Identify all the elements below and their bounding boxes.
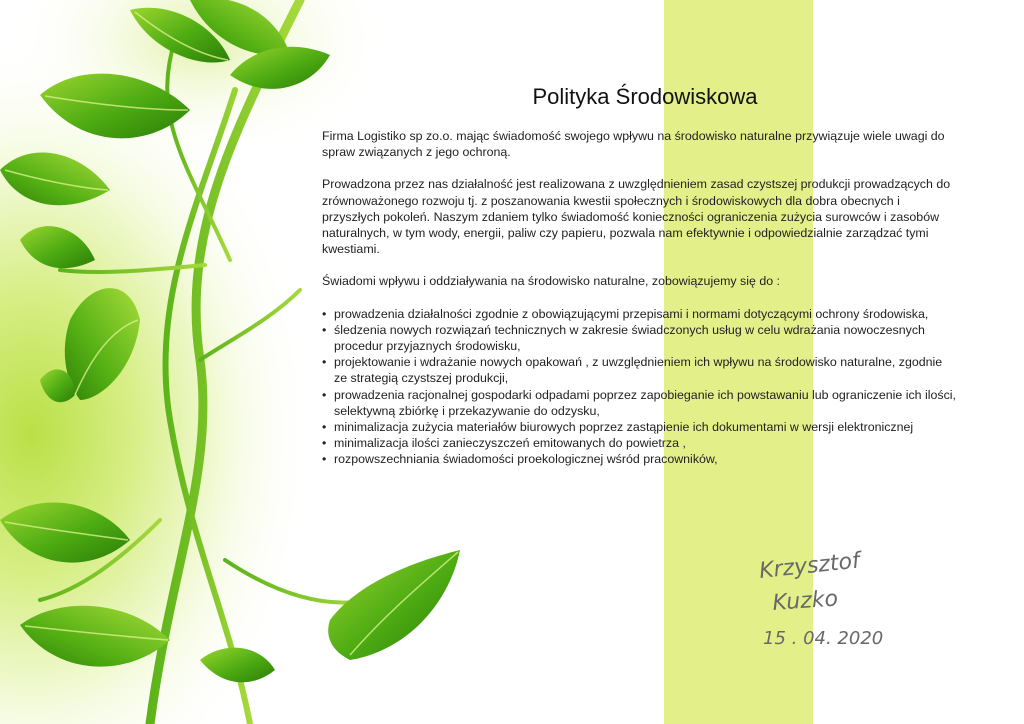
- list-item-text: prowadzenia racjonalnej gospodarki odpadami poprzez zapobieganie ich powstawaniu lub ograniczenie ich ilości, selektywną zbiórkę i przekazywanie do odzysku,: [334, 387, 956, 418]
- list-item-text: projektowanie i wdrażanie nowych opakowań , z uwzględnieniem ich wpływu na środowisko naturalne, zgodnie ze strategią czystszej produkcji,: [334, 355, 943, 386]
- handwritten-signature: [755, 540, 915, 660]
- list-item: [322, 306, 958, 322]
- commitments-list: [322, 306, 958, 468]
- list-item: [322, 354, 958, 386]
- bullet-icon: •: [322, 436, 327, 451]
- bullet-icon: •: [322, 355, 327, 370]
- list-item-text: minimalizacja zużycia materiałów biurowych poprzez zastąpienie ich dokumentami w wersji elektronicznej: [334, 420, 914, 435]
- bullet-icon: •: [322, 322, 327, 337]
- list-item: [322, 435, 958, 451]
- page-title: Polityka Środowiskowa: [532, 84, 758, 109]
- bullet-icon: •: [322, 420, 327, 435]
- list-item-text: minimalizacja ilości zanieczyszczeń emitowanych do powietrza ,: [334, 436, 686, 451]
- bullet-icon: •: [322, 306, 327, 321]
- commitment-intro: Świadomi wpływu i oddziaływania na środowisko naturalne, zobowiązujemy się do :: [322, 274, 780, 289]
- bullet-icon: •: [322, 387, 327, 402]
- signature-first-name: Krzysztof: [758, 548, 861, 584]
- signature-date: 15 . 04. 2020: [763, 628, 884, 649]
- list-item-text: rozpowszechniania świadomości proekologicznej wśród pracowników,: [334, 452, 718, 467]
- list-item: [322, 451, 958, 467]
- list-item: [322, 419, 958, 435]
- signature-last-name: Kuzko: [771, 586, 839, 616]
- list-item: [322, 387, 958, 419]
- list-item-text: śledzenia nowych rozwiązań technicznych w zakresie świadczonych usług w celu wdrażania nowoczesnych procedur przyjaznych środowisku,: [334, 322, 925, 354]
- list-item-text: prowadzenia działalności zgodnie z obowiązującymi przepisami i normami dotyczącymi ochrony środowiska,: [334, 306, 929, 321]
- bullet-icon: •: [322, 452, 327, 467]
- policy-document: [322, 84, 958, 468]
- activity-paragraph: Prowadzona przez nas działalność jest realizowana z uwzględnieniem zasad czystszej produkcji prowadzących do zrównoważonego rozwoju tj. z poszanowania kwestii społecznych i środowiskowych dla dobra obecnych i przyszłych pokoleń. Naszym zdaniem tylko świadomość konieczności ograniczenia zużycia surowców i zasobów naturalnych, w tym wody, energii, paliw czy papieru, pozwala nam efektywnie i odpowiedzialnie zarządzać tymi kwestiami.: [322, 177, 951, 257]
- list-item: [322, 322, 958, 354]
- intro-paragraph: Firma Logistiko sp zo.o. mając świadomość swojego wpływu na środowisko naturalne przywiązuje wiele uwagi do spraw związanych z jego ochroną.: [322, 129, 945, 160]
